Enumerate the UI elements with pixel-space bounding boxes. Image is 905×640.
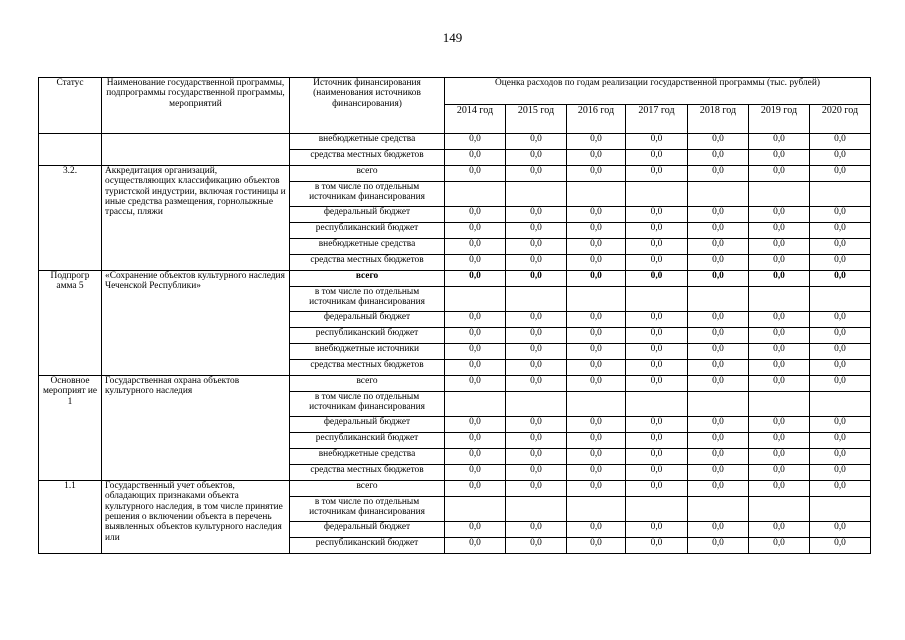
year-value: 0,0	[626, 344, 688, 360]
year-value: 0,0	[506, 150, 567, 166]
year-value: 0,0	[810, 166, 871, 182]
header-year: 2014 год	[445, 105, 506, 134]
year-value: 0,0	[567, 207, 626, 223]
page-number: 149	[442, 30, 463, 45]
header-year: 2017 год	[626, 105, 688, 134]
row-status: Основное мероприят ие 1	[39, 376, 102, 481]
year-value: 0,0	[688, 207, 749, 223]
year-value: 0,0	[567, 360, 626, 376]
funding-source: всего	[290, 166, 445, 182]
year-value: 0,0	[749, 223, 810, 239]
row-name: Государственная охрана объектов культурного наследия	[102, 376, 290, 481]
year-value: 0,0	[688, 150, 749, 166]
year-value	[445, 392, 506, 417]
funding-source: внебюджетные средства	[290, 134, 445, 150]
year-value: 0,0	[749, 150, 810, 166]
year-value: 0,0	[445, 344, 506, 360]
year-value: 0,0	[626, 522, 688, 538]
year-value: 0,0	[688, 312, 749, 328]
year-value	[688, 287, 749, 312]
year-value	[810, 287, 871, 312]
year-value: 0,0	[445, 417, 506, 433]
year-value: 0,0	[688, 465, 749, 481]
year-value: 0,0	[626, 481, 688, 497]
row-name: «Сохранение объектов культурного наследия Чеченской Республики»	[102, 271, 290, 376]
year-value: 0,0	[688, 166, 749, 182]
year-value: 0,0	[567, 376, 626, 392]
year-value: 0,0	[445, 134, 506, 150]
funding-source: средства местных бюджетов	[290, 150, 445, 166]
table-row	[39, 481, 871, 497]
header-status: Статус	[39, 78, 102, 134]
year-value: 0,0	[567, 328, 626, 344]
year-value: 0,0	[567, 538, 626, 554]
year-value: 0,0	[445, 312, 506, 328]
year-value: 0,0	[567, 271, 626, 287]
year-value: 0,0	[567, 522, 626, 538]
row-name: Государственный учет объектов, обладающих признаками объекта культурного наследия, в том числе принятие решения о включении объекта в перечень выявленных объектов культурного наследия или	[102, 481, 290, 554]
year-value: 0,0	[810, 255, 871, 271]
year-value: 0,0	[810, 207, 871, 223]
year-value: 0,0	[567, 312, 626, 328]
year-value: 0,0	[445, 223, 506, 239]
year-value: 0,0	[626, 449, 688, 465]
year-value: 0,0	[445, 360, 506, 376]
year-value: 0,0	[445, 538, 506, 554]
year-value	[506, 287, 567, 312]
year-value	[626, 182, 688, 207]
header-name: Наименование государственной программы, подпрограммы государственной программы, мероприятий	[102, 78, 290, 134]
year-value: 0,0	[506, 255, 567, 271]
year-value: 0,0	[749, 417, 810, 433]
year-value: 0,0	[810, 481, 871, 497]
year-value: 0,0	[506, 481, 567, 497]
year-value: 0,0	[567, 255, 626, 271]
funding-source: республиканский бюджет	[290, 538, 445, 554]
funding-source: всего	[290, 271, 445, 287]
year-value	[749, 497, 810, 522]
year-value: 0,0	[810, 465, 871, 481]
year-value: 0,0	[626, 465, 688, 481]
year-value: 0,0	[506, 207, 567, 223]
year-value: 0,0	[688, 134, 749, 150]
year-value: 0,0	[749, 481, 810, 497]
year-value: 0,0	[810, 376, 871, 392]
year-value: 0,0	[506, 271, 567, 287]
year-value: 0,0	[567, 465, 626, 481]
year-value: 0,0	[445, 465, 506, 481]
year-value: 0,0	[626, 312, 688, 328]
year-value: 0,0	[567, 433, 626, 449]
year-value: 0,0	[506, 465, 567, 481]
year-value: 0,0	[810, 312, 871, 328]
year-value: 0,0	[688, 433, 749, 449]
table-row	[39, 166, 871, 182]
row-status: 3.2.	[39, 166, 102, 271]
funding-source: внебюджетные средства	[290, 239, 445, 255]
year-value: 0,0	[626, 271, 688, 287]
year-value: 0,0	[749, 134, 810, 150]
funding-source: республиканский бюджет	[290, 223, 445, 239]
year-value: 0,0	[688, 255, 749, 271]
year-value: 0,0	[626, 150, 688, 166]
year-value: 0,0	[688, 360, 749, 376]
funding-source: всего	[290, 376, 445, 392]
year-value: 0,0	[567, 239, 626, 255]
row-status: 1.1	[39, 481, 102, 554]
funding-source: в том числе по отдельным источникам финансирования	[290, 392, 445, 417]
year-value: 0,0	[567, 150, 626, 166]
year-value: 0,0	[626, 134, 688, 150]
year-value: 0,0	[626, 328, 688, 344]
table-row	[39, 271, 871, 287]
funding-source: республиканский бюджет	[290, 433, 445, 449]
year-value: 0,0	[445, 255, 506, 271]
year-value: 0,0	[445, 433, 506, 449]
header-year: 2019 год	[749, 105, 810, 134]
year-value: 0,0	[749, 207, 810, 223]
year-value: 0,0	[810, 538, 871, 554]
year-value: 0,0	[506, 328, 567, 344]
year-value: 0,0	[445, 271, 506, 287]
year-value: 0,0	[506, 538, 567, 554]
year-value	[688, 392, 749, 417]
year-value: 0,0	[749, 538, 810, 554]
year-value	[567, 497, 626, 522]
year-value: 0,0	[749, 449, 810, 465]
year-value: 0,0	[506, 376, 567, 392]
year-value: 0,0	[445, 207, 506, 223]
year-value: 0,0	[626, 376, 688, 392]
year-value: 0,0	[810, 328, 871, 344]
funding-source: в том числе по отдельным источникам финансирования	[290, 182, 445, 207]
year-value: 0,0	[506, 239, 567, 255]
year-value	[810, 392, 871, 417]
year-value	[567, 182, 626, 207]
funding-source: федеральный бюджет	[290, 522, 445, 538]
year-value	[506, 392, 567, 417]
year-value: 0,0	[749, 312, 810, 328]
year-value	[445, 182, 506, 207]
funding-source: федеральный бюджет	[290, 312, 445, 328]
funding-source: в том числе по отдельным источникам финансирования	[290, 497, 445, 522]
year-value: 0,0	[749, 465, 810, 481]
year-value	[810, 497, 871, 522]
funding-source: всего	[290, 481, 445, 497]
year-value: 0,0	[445, 150, 506, 166]
row-status	[39, 134, 102, 166]
year-value: 0,0	[506, 166, 567, 182]
year-value: 0,0	[688, 481, 749, 497]
year-value: 0,0	[445, 166, 506, 182]
year-value: 0,0	[567, 344, 626, 360]
year-value: 0,0	[626, 255, 688, 271]
year-value: 0,0	[567, 481, 626, 497]
year-value	[445, 497, 506, 522]
year-value: 0,0	[749, 255, 810, 271]
year-value: 0,0	[626, 239, 688, 255]
year-value: 0,0	[506, 312, 567, 328]
funding-source: в том числе по отдельным источникам финансирования	[290, 287, 445, 312]
year-value: 0,0	[506, 433, 567, 449]
year-value: 0,0	[626, 538, 688, 554]
year-value: 0,0	[810, 522, 871, 538]
year-value: 0,0	[626, 223, 688, 239]
year-value: 0,0	[749, 328, 810, 344]
year-value: 0,0	[810, 360, 871, 376]
year-value	[749, 392, 810, 417]
year-value: 0,0	[626, 417, 688, 433]
year-value	[567, 287, 626, 312]
year-value: 0,0	[445, 239, 506, 255]
year-value: 0,0	[749, 376, 810, 392]
year-value: 0,0	[506, 344, 567, 360]
year-value	[688, 182, 749, 207]
year-value: 0,0	[688, 449, 749, 465]
year-value: 0,0	[810, 449, 871, 465]
year-value: 0,0	[688, 417, 749, 433]
year-value: 0,0	[567, 166, 626, 182]
year-value: 0,0	[445, 522, 506, 538]
row-status: Подпрогр амма 5	[39, 271, 102, 376]
funding-source: республиканский бюджет	[290, 328, 445, 344]
year-value: 0,0	[810, 223, 871, 239]
year-value: 0,0	[749, 433, 810, 449]
year-value: 0,0	[688, 271, 749, 287]
row-name: Аккредитация организаций, осуществляющих классификацию объектов туристской индустрии, включая гостиницы и иные средства размещения, горнолыжные трассы, пляжи	[102, 166, 290, 271]
header-source: Источник финансирования (наименования источников финансирования)	[290, 78, 445, 134]
year-value: 0,0	[749, 166, 810, 182]
header-year: 2018 год	[688, 105, 749, 134]
funding-source: внебюджетные средства	[290, 449, 445, 465]
year-value: 0,0	[749, 271, 810, 287]
year-value: 0,0	[688, 538, 749, 554]
year-value: 0,0	[749, 522, 810, 538]
year-value: 0,0	[506, 360, 567, 376]
funding-source: федеральный бюджет	[290, 207, 445, 223]
header-estimate: Оценка расходов по годам реализации государственной программы (тыс. рублей)	[445, 78, 871, 105]
year-value: 0,0	[688, 223, 749, 239]
funding-source: внебюджетные источники	[290, 344, 445, 360]
year-value: 0,0	[567, 449, 626, 465]
year-value: 0,0	[445, 328, 506, 344]
year-value	[688, 497, 749, 522]
year-value: 0,0	[810, 433, 871, 449]
year-value: 0,0	[506, 223, 567, 239]
year-value: 0,0	[688, 344, 749, 360]
year-value: 0,0	[688, 328, 749, 344]
year-value: 0,0	[567, 417, 626, 433]
header-year: 2015 год	[506, 105, 567, 134]
year-value: 0,0	[626, 433, 688, 449]
year-value	[810, 182, 871, 207]
year-value: 0,0	[506, 449, 567, 465]
year-value: 0,0	[445, 481, 506, 497]
year-value	[626, 497, 688, 522]
year-value: 0,0	[810, 417, 871, 433]
year-value: 0,0	[626, 207, 688, 223]
year-value	[445, 287, 506, 312]
year-value	[749, 182, 810, 207]
funding-source: средства местных бюджетов	[290, 360, 445, 376]
year-value	[506, 182, 567, 207]
year-value: 0,0	[810, 344, 871, 360]
year-value: 0,0	[810, 239, 871, 255]
funding-source: средства местных бюджетов	[290, 465, 445, 481]
table-row	[39, 376, 871, 392]
funding-source: средства местных бюджетов	[290, 255, 445, 271]
year-value: 0,0	[506, 522, 567, 538]
year-value: 0,0	[445, 449, 506, 465]
year-value: 0,0	[506, 417, 567, 433]
year-value: 0,0	[688, 376, 749, 392]
year-value: 0,0	[445, 376, 506, 392]
year-value	[626, 392, 688, 417]
year-value	[626, 287, 688, 312]
table-body	[39, 134, 871, 554]
row-name	[102, 134, 290, 166]
year-value: 0,0	[688, 522, 749, 538]
year-value: 0,0	[626, 360, 688, 376]
header-year: 2016 год	[567, 105, 626, 134]
year-value: 0,0	[506, 134, 567, 150]
year-value: 0,0	[626, 166, 688, 182]
year-value: 0,0	[810, 271, 871, 287]
year-value	[567, 392, 626, 417]
year-value: 0,0	[749, 344, 810, 360]
year-value	[749, 287, 810, 312]
funding-source: федеральный бюджет	[290, 417, 445, 433]
year-value: 0,0	[749, 239, 810, 255]
budget-table	[38, 77, 871, 554]
year-value: 0,0	[567, 223, 626, 239]
year-value: 0,0	[688, 239, 749, 255]
year-value: 0,0	[810, 134, 871, 150]
year-value: 0,0	[810, 150, 871, 166]
header-year: 2020 год	[810, 105, 871, 134]
year-value	[506, 497, 567, 522]
year-value: 0,0	[749, 360, 810, 376]
year-value: 0,0	[567, 134, 626, 150]
table-row	[39, 134, 871, 150]
